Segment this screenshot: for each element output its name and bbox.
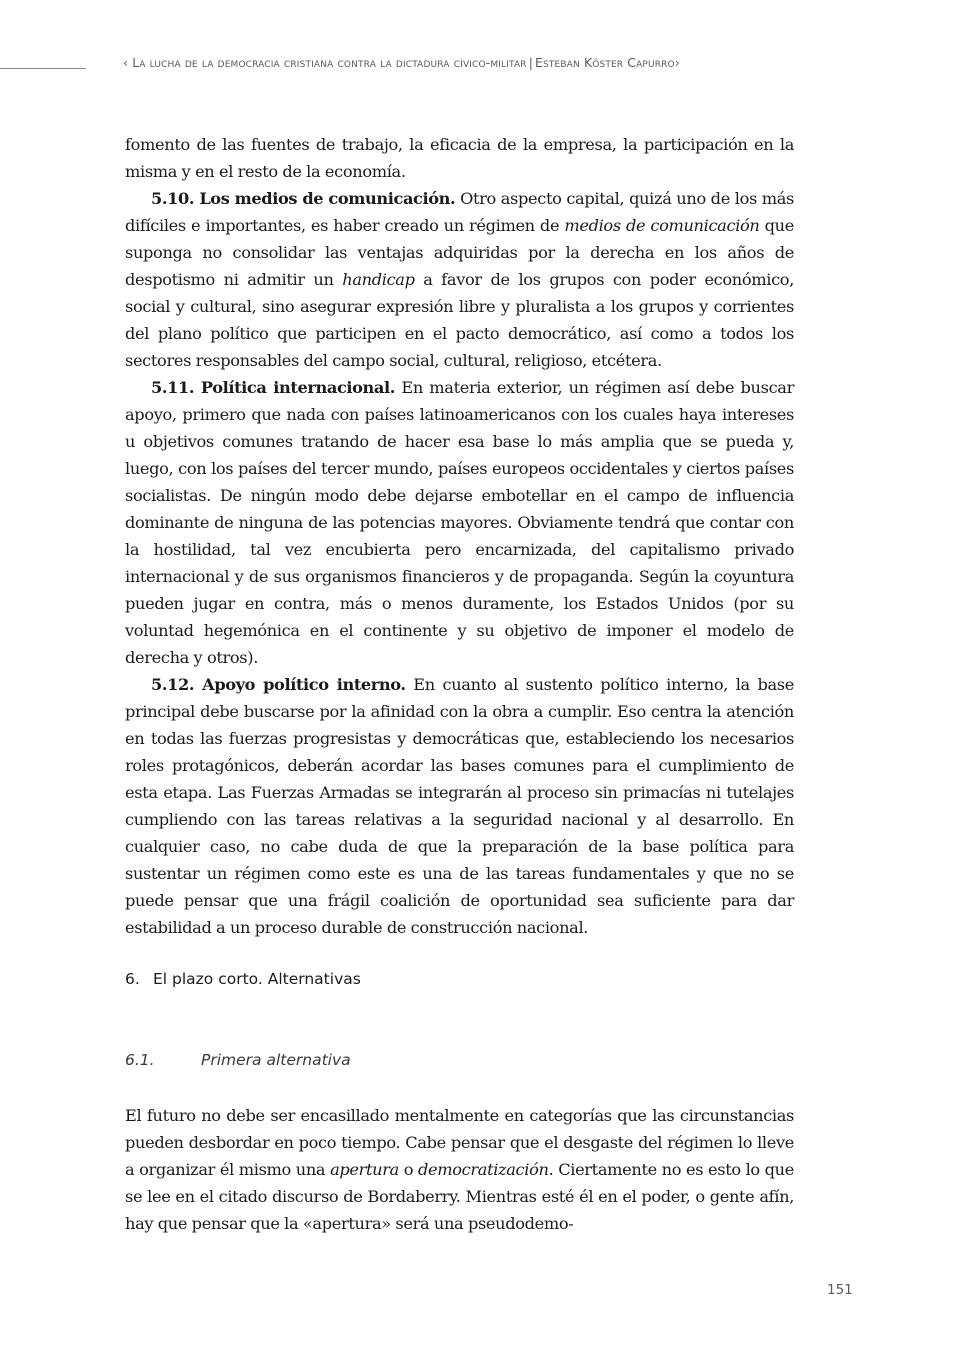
section-title: El plazo corto. Alternativas xyxy=(153,970,361,988)
emphasis: handicap xyxy=(342,270,415,289)
paragraph: 5.12. Apoyo político interno. En cuanto al sustento político interno, la base principal debe buscarse por la afinidad con la obra a cumplir. Eso centra la atención en todas las fuerzas progresistas y democráticas que, estableciendo los necesarios roles protagónicos, deberán acordar las bases comunes para el cumplimiento de esta etapa. Las Fuerzas Armadas se integrarán al proceso sin primacías ni tutelajes cumpliendo con las tareas relativas a la seguridad nacional y al desarrollo. En cualquier caso, no cabe duda de que la preparación de la base política para sustentar un régimen como este es una de las tareas fundamentales y que no se puede pensar que una frágil coalición de oportunidad sea suficiente para dar estabilidad a un proceso durable de construcción nacional. xyxy=(125,675,794,937)
emphasis: medios de comunicación xyxy=(564,216,760,235)
paragraph: 5.10. Los medios de comunicación. Otro aspecto capital, quizá uno de los más difíciles e importantes, es haber creado un régimen de medios de comunicación que suponga no consolidar las ventajas adquiridas por la derecha en los años de despotismo ni admitir un handicap a favor de los grupos con poder económico, social y cultural, sino asegurar expresión libre y pluralista a los grupos y corrientes del plano político que participen en el pacto democrático, así como a todos los sectores responsables del campo social, cultural, religioso, etcétera. xyxy=(125,189,795,370)
paragraph: 5.11. Política internacional. En materia exterior, un régimen así debe buscar apoyo, primero que nada con países latinoamericanos con los cuales haya intereses u objetivos comunes tratando de hacer esa base lo más amplia que se pueda y, luego, con los países del tercer mundo, países europeos occidentales y ciertos países socialistas. De ningún modo debe dejarse embotellar en el campo de influencia dominante de ninguna de las potencias mayores. Obviamente tendrá que contar con la hostilidad, tal vez encubierta pero encarnizada, del capitalismo privado internacional y de sus organismos financieros y de propaganda. Según la coyuntura pueden jugar en contra, más o menos duramente, los Estados Unidos (por su voluntad hegemónica en el continente y su objetivo de imponer el modelo de derecha y otros). xyxy=(125,378,794,667)
final-paragraph: El futuro no debe ser encasillado mentalmente en categorías que las circunstancias pueden desbordar en poco tiempo. Cabe pensar que el desgaste del régimen lo lleve a organizar él mismo una apertura o democratización. Ciertamente no es esto lo que se lee en el citado discurso de Bordaberry. Mientras esté él en el poder, o gente afín, hay que pensar que la «apertura» será una pseudodemo- xyxy=(125,1106,794,1233)
section-number: 6. xyxy=(125,970,140,988)
subsection-heading xyxy=(125,1051,351,1069)
running-header-separator: | xyxy=(528,55,534,70)
paragraph-heading: 5.11. Política internacional. xyxy=(151,378,395,397)
emphasis: democratización xyxy=(418,1160,549,1179)
paragraph: fomento de las fuentes de trabajo, la eficacia de la empresa, la participación en la misma y en el resto de la economía. xyxy=(125,135,794,181)
subsection-number: 6.1. xyxy=(125,1051,155,1069)
body-text-upper xyxy=(125,131,794,941)
body-text-lower xyxy=(125,1102,794,1237)
paragraph-heading: 5.10. Los medios de comunicación. xyxy=(151,189,456,208)
emphasis: apertura xyxy=(330,1160,399,1179)
running-header-author: Esteban Köster Capurro› xyxy=(535,55,680,70)
running-header-book-title: ‹ La lucha de la democracia cristiana contra la dictadura cívico-militar xyxy=(123,55,527,70)
running-header xyxy=(123,55,823,70)
section-heading xyxy=(125,970,361,988)
header-rule xyxy=(0,68,86,69)
paragraph-heading: 5.12. Apoyo político interno. xyxy=(151,675,406,694)
page-number: 151 xyxy=(827,1282,853,1298)
subsection-title: Primera alternativa xyxy=(201,1051,351,1069)
